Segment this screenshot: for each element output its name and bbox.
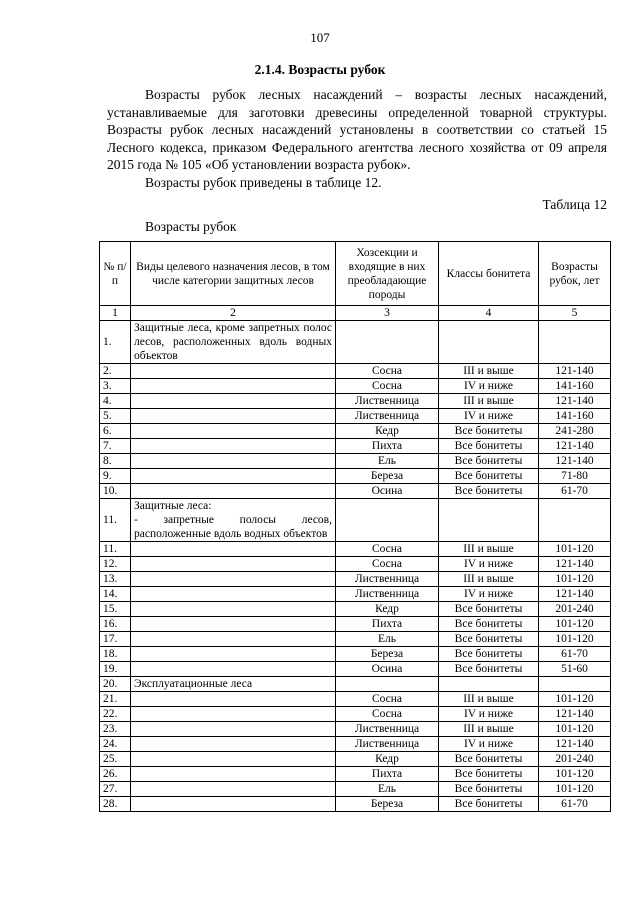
table-row (100, 647, 611, 662)
row-number-cell: 24. (100, 737, 131, 752)
site-class-cell: IV и ниже (439, 409, 539, 424)
table-label: Таблица 12 (542, 197, 607, 212)
site-class-cell: Все бонитеты (439, 752, 539, 767)
species-cell: Ель (336, 632, 439, 647)
cutting-age-cell: 101-120 (539, 542, 611, 557)
row-number-cell: 9. (100, 469, 131, 484)
forest-purpose-cell (131, 722, 336, 737)
table-row (100, 379, 611, 394)
row-number-cell: 10. (100, 484, 131, 499)
site-class-cell (439, 321, 539, 364)
row-number-cell: 17. (100, 632, 131, 647)
forest-purpose-cell (131, 469, 336, 484)
species-cell: Лиственница (336, 409, 439, 424)
forest-purpose-cell (131, 767, 336, 782)
forest-purpose-cell (131, 752, 336, 767)
row-number-cell: 27. (100, 782, 131, 797)
table-row (100, 394, 611, 409)
forest-purpose-cell (131, 542, 336, 557)
species-cell (336, 499, 439, 542)
forest-purpose-cell (131, 602, 336, 617)
species-cell: Кедр (336, 424, 439, 439)
row-number-cell: 6. (100, 424, 131, 439)
site-class-cell: IV и ниже (439, 587, 539, 602)
header-forest-purpose: Виды целевого назначения лесов, в том числе категории защитных лесов (131, 242, 336, 306)
site-class-cell: III и выше (439, 542, 539, 557)
table-row (100, 364, 611, 379)
row-number-cell: 21. (100, 692, 131, 707)
forest-purpose-cell (131, 662, 336, 677)
site-class-cell: Все бонитеты (439, 782, 539, 797)
site-class-cell: Все бонитеты (439, 424, 539, 439)
species-cell: Ель (336, 454, 439, 469)
header-cutting-age: Возрасты рубок, лет (539, 242, 611, 306)
forest-purpose-cell (131, 364, 336, 379)
site-class-cell: Все бонитеты (439, 647, 539, 662)
header-species: Хозсекции и входящие в них преобладающие породы (336, 242, 439, 306)
page-number: 107 (310, 30, 330, 45)
species-cell: Береза (336, 469, 439, 484)
column-number: 4 (439, 306, 539, 321)
site-class-cell: Все бонитеты (439, 454, 539, 469)
site-class-cell: III и выше (439, 364, 539, 379)
cutting-age-cell: 201-240 (539, 602, 611, 617)
cutting-age-cell (539, 321, 611, 364)
species-cell: Пихта (336, 617, 439, 632)
forest-purpose-cell (131, 782, 336, 797)
site-class-cell: IV и ниже (439, 557, 539, 572)
forest-purpose-cell (131, 587, 336, 602)
table-row (100, 484, 611, 499)
table-row (100, 424, 611, 439)
row-number-cell: 8. (100, 454, 131, 469)
forest-purpose-cell (131, 557, 336, 572)
table-row (100, 439, 611, 454)
species-cell: Сосна (336, 379, 439, 394)
site-class-cell: IV и ниже (439, 707, 539, 722)
paragraph-text: Возрасты рубок лесных насаждений – возрасты лесных насаждений, устанавливаемые для заготовки древесины определенной товарной структуры. Возрасты рубок лесных насаждений установлены в соответствии со статьей 15 Лесного кодекса, приказом Федерального агентства лесного хозяйства от 09 апреля 2015 года № 105 «Об установлении возраста рубок». (107, 87, 607, 172)
row-number-cell: 2. (100, 364, 131, 379)
column-number: 3 (336, 306, 439, 321)
row-number-cell: 11. (100, 499, 131, 542)
site-class-cell: Все бонитеты (439, 797, 539, 812)
column-numbers-row (100, 306, 611, 321)
species-cell: Лиственница (336, 587, 439, 602)
table-row (100, 572, 611, 587)
site-class-cell: Все бонитеты (439, 662, 539, 677)
forest-purpose-cell (131, 572, 336, 587)
section-title: 2.1.4. Возрасты рубок (254, 62, 386, 77)
table-row (100, 737, 611, 752)
table-row (100, 542, 611, 557)
row-number-cell: 15. (100, 602, 131, 617)
site-class-cell: IV и ниже (439, 379, 539, 394)
site-class-cell: Все бонитеты (439, 484, 539, 499)
row-number-cell: 26. (100, 767, 131, 782)
table-row (100, 752, 611, 767)
column-number: 1 (100, 306, 131, 321)
site-class-cell: Все бонитеты (439, 469, 539, 484)
row-number-cell: 7. (100, 439, 131, 454)
cutting-age-cell: 141-160 (539, 409, 611, 424)
forest-purpose-cell (131, 647, 336, 662)
forest-purpose-cell (131, 692, 336, 707)
species-cell: Сосна (336, 707, 439, 722)
cutting-age-cell: 121-140 (539, 454, 611, 469)
cutting-age-cell: 101-120 (539, 572, 611, 587)
site-class-cell: III и выше (439, 692, 539, 707)
forest-purpose-cell (131, 439, 336, 454)
forest-purpose-cell: Эксплуатационные леса (131, 677, 336, 692)
table-row (100, 469, 611, 484)
forest-purpose-cell (131, 424, 336, 439)
species-cell: Лиственница (336, 572, 439, 587)
table-row (100, 677, 611, 692)
row-number-cell: 3. (100, 379, 131, 394)
table-row (100, 662, 611, 677)
species-cell: Сосна (336, 557, 439, 572)
table-row (100, 767, 611, 782)
row-number-cell: 14. (100, 587, 131, 602)
cutting-age-cell: 121-140 (539, 737, 611, 752)
forest-purpose-cell (131, 797, 336, 812)
cutting-age-cell: 101-120 (539, 632, 611, 647)
cutting-age-cell: 121-140 (539, 557, 611, 572)
forest-purpose-cell (131, 394, 336, 409)
table-row (100, 692, 611, 707)
site-class-cell (439, 499, 539, 542)
row-number-cell: 13. (100, 572, 131, 587)
table-row (100, 707, 611, 722)
row-number-cell: 22. (100, 707, 131, 722)
table-row (100, 797, 611, 812)
forest-purpose-cell (131, 632, 336, 647)
site-class-cell (439, 677, 539, 692)
cutting-age-cell: 71-80 (539, 469, 611, 484)
forest-purpose-cell: Защитные леса: - запретные полосы лесов, расположенные вдоль водных объектов (131, 499, 336, 542)
cutting-age-cell (539, 677, 611, 692)
cutting-age-table (99, 241, 611, 812)
cutting-age-cell: 61-70 (539, 647, 611, 662)
cutting-age-cell: 121-140 (539, 394, 611, 409)
table-row (100, 782, 611, 797)
row-number-cell: 5. (100, 409, 131, 424)
cutting-age-cell: 101-120 (539, 782, 611, 797)
species-cell: Лиственница (336, 722, 439, 737)
species-cell: Пихта (336, 439, 439, 454)
species-cell: Сосна (336, 364, 439, 379)
species-cell: Ель (336, 782, 439, 797)
site-class-cell: III и выше (439, 572, 539, 587)
site-class-cell: Все бонитеты (439, 632, 539, 647)
species-cell: Береза (336, 797, 439, 812)
row-number-cell: 19. (100, 662, 131, 677)
row-number-cell: 20. (100, 677, 131, 692)
species-cell: Кедр (336, 752, 439, 767)
cutting-age-cell: 101-120 (539, 617, 611, 632)
species-cell: Сосна (336, 692, 439, 707)
forest-purpose-cell (131, 707, 336, 722)
cutting-age-cell: 101-120 (539, 722, 611, 737)
row-number-cell: 12. (100, 557, 131, 572)
cutting-age-cell: 61-70 (539, 797, 611, 812)
site-class-cell: Все бонитеты (439, 767, 539, 782)
cutting-age-cell: 61-70 (539, 484, 611, 499)
site-class-cell: IV и ниже (439, 737, 539, 752)
species-cell: Пихта (336, 767, 439, 782)
species-cell (336, 321, 439, 364)
table-row (100, 499, 611, 542)
species-cell: Кедр (336, 602, 439, 617)
column-number: 5 (539, 306, 611, 321)
column-number: 2 (131, 306, 336, 321)
table-row (100, 321, 611, 364)
species-cell: Лиственница (336, 737, 439, 752)
table-row (100, 409, 611, 424)
header-number: № п/п (100, 242, 131, 306)
row-number-cell: 16. (100, 617, 131, 632)
table-row (100, 587, 611, 602)
cutting-age-cell: 121-140 (539, 439, 611, 454)
header-site-class: Классы бонитета (439, 242, 539, 306)
row-number-cell: 23. (100, 722, 131, 737)
cutting-age-cell: 51-60 (539, 662, 611, 677)
row-number-cell: 4. (100, 394, 131, 409)
table-row (100, 617, 611, 632)
table-header-row (100, 242, 611, 306)
table-row (100, 632, 611, 647)
row-number-cell: 1. (100, 321, 131, 364)
species-cell: Лиственница (336, 394, 439, 409)
row-number-cell: 18. (100, 647, 131, 662)
forest-purpose-cell (131, 617, 336, 632)
site-class-cell: Все бонитеты (439, 617, 539, 632)
cutting-age-cell (539, 499, 611, 542)
cutting-age-cell: 241-280 (539, 424, 611, 439)
species-cell (336, 677, 439, 692)
row-number-cell: 25. (100, 752, 131, 767)
site-class-cell: III и выше (439, 722, 539, 737)
forest-purpose-cell (131, 454, 336, 469)
cutting-age-cell: 121-140 (539, 364, 611, 379)
cutting-age-cell: 141-160 (539, 379, 611, 394)
cutting-age-cell: 101-120 (539, 692, 611, 707)
forest-purpose-cell (131, 484, 336, 499)
paragraph-reference (107, 174, 607, 192)
cutting-age-cell: 101-120 (539, 767, 611, 782)
forest-purpose-cell (131, 379, 336, 394)
species-cell: Осина (336, 484, 439, 499)
table-caption: Возрасты рубок (145, 219, 237, 234)
species-cell: Береза (336, 647, 439, 662)
species-cell: Осина (336, 662, 439, 677)
cutting-age-cell: 121-140 (539, 707, 611, 722)
table-row (100, 602, 611, 617)
forest-purpose-cell (131, 737, 336, 752)
forest-purpose-cell: Защитные леса, кроме запретных полос лесов, расположенных вдоль водных объектов (131, 321, 336, 364)
table-row (100, 454, 611, 469)
site-class-cell: Все бонитеты (439, 602, 539, 617)
site-class-cell: III и выше (439, 394, 539, 409)
row-number-cell: 11. (100, 542, 131, 557)
table-row (100, 557, 611, 572)
row-number-cell: 28. (100, 797, 131, 812)
paragraph-definition (107, 86, 607, 174)
table-row (100, 722, 611, 737)
paragraph-text: Возрасты рубок приведены в таблице 12. (145, 175, 382, 190)
forest-purpose-cell (131, 409, 336, 424)
site-class-cell: Все бонитеты (439, 439, 539, 454)
cutting-age-cell: 201-240 (539, 752, 611, 767)
species-cell: Сосна (336, 542, 439, 557)
cutting-age-cell: 121-140 (539, 587, 611, 602)
